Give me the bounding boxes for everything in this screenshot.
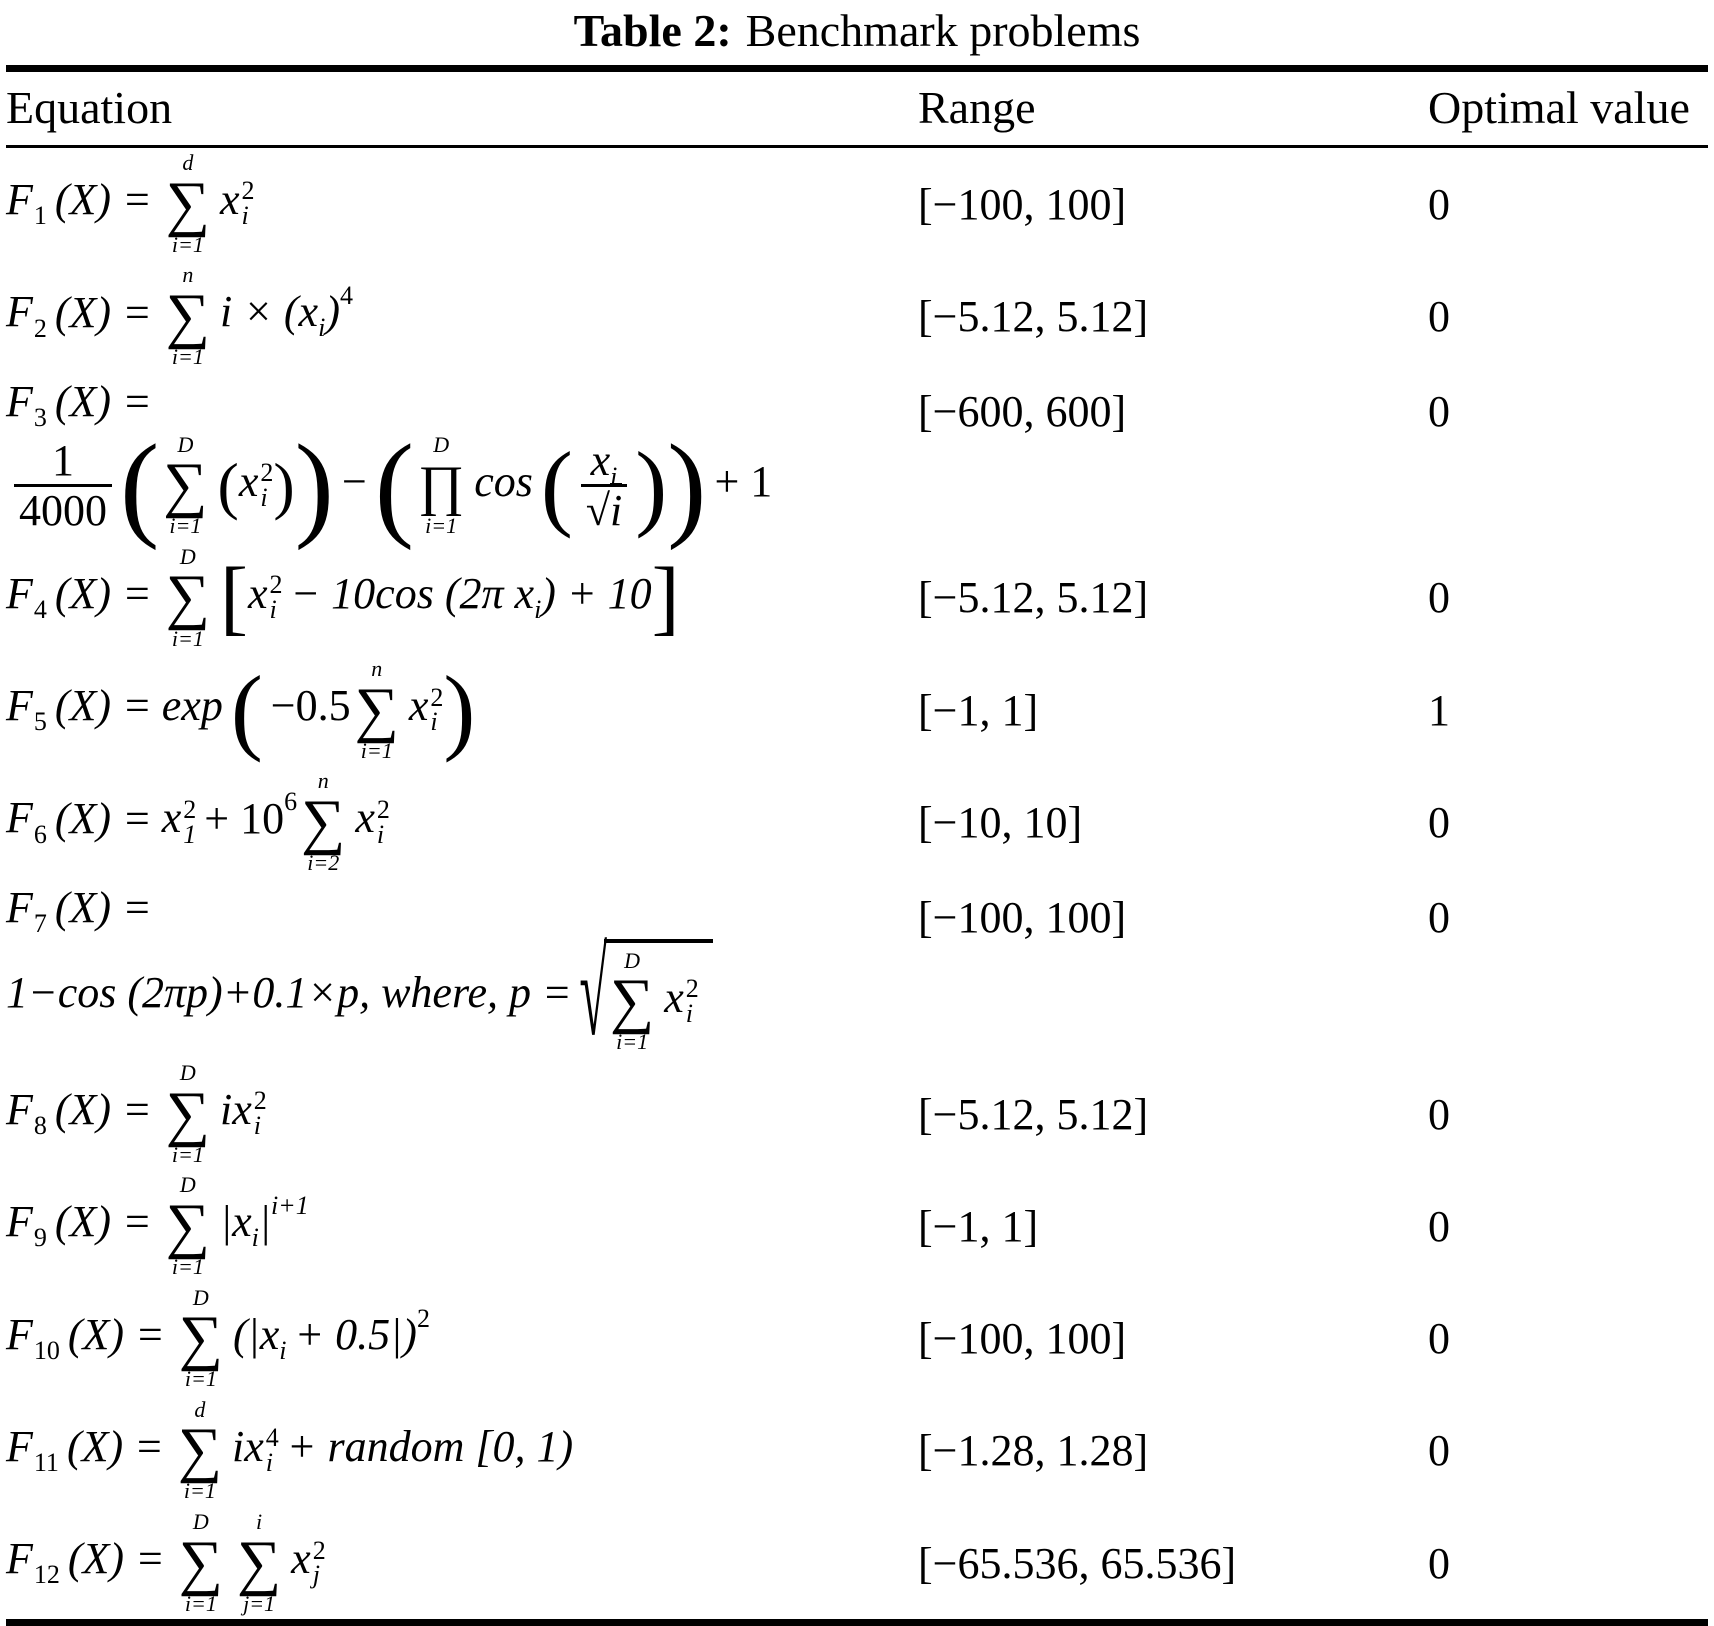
- sum-lower-limit: i=1: [171, 343, 204, 369]
- equation-cell: [6, 376, 918, 551]
- range-cell: [−5.12, 5.12]: [918, 291, 1149, 341]
- function-index: 5: [33, 707, 47, 737]
- function-symbol: F: [6, 569, 33, 619]
- math-token: i: [253, 1111, 261, 1141]
- function-args: (X) =: [54, 175, 152, 225]
- math-token: ix: [232, 1422, 264, 1472]
- math-token: 1−cos (2πp)+0.1×p, where, p =: [6, 967, 572, 1017]
- function-args: (X) =: [54, 1085, 152, 1135]
- sum-upper-limit: n: [371, 656, 383, 682]
- caption-text: Benchmark problems: [745, 5, 1141, 56]
- numerator: [586, 435, 623, 491]
- math-token: j: [312, 1560, 320, 1590]
- summation: [355, 657, 399, 763]
- function-index: 7: [33, 908, 47, 938]
- equation-cell: [6, 1398, 918, 1504]
- optimal-cell: 0: [1428, 179, 1450, 229]
- sum-upper-limit: d: [182, 150, 194, 175]
- sum-lower-limit: i=1: [360, 737, 393, 763]
- optimal-cell: 0: [1428, 1538, 1450, 1588]
- function-index: 4: [33, 595, 47, 625]
- sum-lower-limit: j=1: [243, 1590, 276, 1616]
- sum-upper-limit: D: [192, 1509, 209, 1535]
- function-symbol: F: [6, 882, 33, 932]
- math-token: x: [408, 681, 429, 731]
- range-cell: [−5.12, 5.12]: [918, 573, 1149, 623]
- math-token: |: [258, 1197, 271, 1247]
- exponent: 6: [284, 787, 298, 817]
- range-cell: [−100, 100]: [918, 1314, 1127, 1364]
- math-token: 2: [312, 1535, 326, 1565]
- math-token: x: [291, 1534, 311, 1584]
- sup-sub-stack: [260, 458, 274, 512]
- summation: [237, 1510, 281, 1616]
- math-token: x: [247, 569, 268, 619]
- summation: [166, 1173, 210, 1279]
- sum-lower-limit: i=1: [169, 513, 202, 539]
- caption-label: Table 2:: [573, 5, 732, 56]
- sum-lower-limit: i=1: [616, 1029, 649, 1055]
- function-args: (X) =: [67, 1309, 165, 1359]
- equation-cell: [6, 1286, 918, 1392]
- math-token: i: [265, 1447, 274, 1477]
- math-token: ): [325, 287, 340, 337]
- math-token: i: [318, 313, 326, 343]
- math-token: x: [355, 793, 375, 843]
- sup-sub-stack: [430, 682, 444, 737]
- function-index: 3: [33, 402, 47, 432]
- function-index: 12: [33, 1560, 60, 1590]
- function-symbol: F: [6, 1309, 33, 1359]
- equation-cell: [6, 1061, 918, 1167]
- table-row: [6, 879, 1708, 1062]
- function-index: 1: [33, 201, 47, 231]
- math-token: 2: [376, 794, 390, 824]
- math-token: 2: [253, 1086, 267, 1116]
- radical-symbol: √: [579, 926, 607, 1062]
- exponent: i+1: [270, 1191, 309, 1221]
- optimal-cell: 0: [1428, 892, 1450, 942]
- equation-cell: [6, 263, 918, 369]
- table-row: [6, 148, 1708, 260]
- column-header-range: Range: [918, 82, 1036, 133]
- table-row: [6, 1283, 1708, 1395]
- math-token: 2: [183, 794, 197, 824]
- sum-upper-limit: D: [192, 1284, 209, 1310]
- equation-cell: $F_5$ (X) = exp( −0.5 n ∑ i=1 x 2 i ): [6, 656, 476, 764]
- math-token: ix: [219, 1085, 252, 1135]
- math-token: i: [430, 707, 438, 737]
- range-cell: [−65.536, 65.536]: [918, 1538, 1237, 1588]
- sup-sub-stack: [241, 176, 255, 231]
- math-token: −0.5: [270, 681, 351, 731]
- table-row: [6, 1395, 1708, 1507]
- sigma-symbol: ∑: [178, 1528, 223, 1597]
- optimal-cell: 0: [1428, 1314, 1450, 1364]
- math-token: ) + 10: [541, 569, 652, 619]
- equation-cell: [6, 151, 918, 257]
- function-symbol: F: [6, 1422, 33, 1472]
- math-token: + random [0, 1): [286, 1422, 574, 1472]
- sum-upper-limit: n: [182, 262, 194, 288]
- sum-lower-limit: i=1: [183, 1478, 216, 1504]
- table-row: [6, 260, 1708, 372]
- table-row: [6, 1058, 1708, 1170]
- sigma-symbol: ∑: [236, 1528, 282, 1597]
- math-token: x: [219, 175, 240, 225]
- equation-lhs: [6, 882, 918, 939]
- sigma-symbol: ∑: [165, 169, 210, 238]
- exponent: 4: [339, 281, 353, 311]
- optimal-cell: 0: [1428, 1426, 1450, 1476]
- prod-upper-limit: D: [433, 432, 450, 458]
- denominator: [581, 484, 627, 535]
- math-token: i: [610, 483, 622, 535]
- range-cell: [−5.12, 5.12]: [918, 1089, 1149, 1139]
- sigma-symbol: ∑: [301, 788, 346, 857]
- sigma-symbol: ∑: [165, 281, 210, 350]
- optimal-cell: 0: [1428, 798, 1450, 848]
- sum-lower-limit: i=1: [184, 1366, 217, 1392]
- table-row: [6, 373, 1708, 551]
- sum-lower-limit: i=1: [171, 1253, 204, 1279]
- sigma-symbol: ∑: [610, 967, 655, 1036]
- table-caption: [6, 0, 1708, 65]
- table-row: [6, 766, 1708, 878]
- sup-sub-stack: [253, 1086, 267, 1141]
- summation: [179, 1510, 223, 1616]
- optimal-cell: 0: [1428, 1089, 1450, 1139]
- math-token: x: [161, 793, 182, 843]
- fraction: [581, 437, 627, 535]
- sum-lower-limit: i=1: [171, 1141, 204, 1167]
- exponent: 2: [416, 1303, 430, 1333]
- function-symbol: F: [6, 681, 33, 731]
- cos-token: cos: [474, 456, 533, 506]
- sum-upper-limit: D: [179, 1172, 196, 1198]
- optimal-cell: 0: [1428, 386, 1450, 436]
- table-row: [6, 1170, 1708, 1282]
- equation-cell: [6, 1173, 918, 1279]
- math-token: i: [376, 819, 385, 849]
- sum-upper-limit: D: [179, 1059, 196, 1085]
- function-symbol: F: [6, 175, 33, 225]
- function-args: (X) =: [54, 793, 152, 843]
- function-args: (X) =: [54, 376, 152, 426]
- math-token: x: [590, 435, 611, 485]
- math-token: x: [238, 456, 259, 506]
- sum-lower-limit: i=1: [171, 625, 204, 651]
- exp-token: exp: [161, 681, 223, 731]
- math-token: 2: [241, 176, 255, 206]
- optimal-cell: 0: [1428, 1201, 1450, 1251]
- math-token: 1: [183, 819, 197, 849]
- function-index: 6: [33, 819, 47, 849]
- math-token: (|x: [232, 1309, 280, 1359]
- summation: [166, 545, 210, 651]
- math-token: 2: [260, 458, 274, 488]
- sum-upper-limit: D: [624, 947, 641, 973]
- function-args: (X) =: [54, 569, 152, 619]
- math-token: − 10cos (2π x: [290, 569, 535, 619]
- function-args: (X) =: [54, 1197, 152, 1247]
- function-index: 11: [33, 1448, 59, 1478]
- range-cell: [−1, 1]: [918, 1201, 1039, 1251]
- function-index: 8: [33, 1111, 47, 1141]
- summation: [301, 769, 345, 875]
- sum-upper-limit: d: [194, 1396, 206, 1422]
- math-token: i: [260, 482, 268, 512]
- math-token: i: [241, 201, 249, 231]
- range-cell: [−1, 1]: [918, 685, 1039, 735]
- sum-upper-limit: i: [256, 1509, 263, 1535]
- function-args: (X) =: [54, 882, 152, 932]
- math-token: i: [534, 595, 542, 625]
- sum-upper-limit: D: [179, 543, 196, 569]
- function-symbol: F: [6, 1085, 33, 1135]
- range-cell: [−100, 100]: [918, 179, 1127, 229]
- math-token: 2: [685, 974, 699, 1004]
- math-token: + 0.5|): [294, 1309, 417, 1359]
- equation-cell: [6, 769, 918, 875]
- sigma-symbol: ∑: [165, 1079, 210, 1148]
- sup-sub-stack: [685, 974, 699, 1028]
- sup-sub-stack: [265, 1423, 279, 1477]
- header-row: [6, 72, 1708, 145]
- sigma-symbol: ∑: [177, 1416, 223, 1485]
- prod-lower-limit: i=1: [425, 512, 458, 538]
- sum-lower-limit: i=1: [184, 1590, 217, 1616]
- square-root: [579, 926, 713, 1062]
- math-token: i: [269, 594, 277, 624]
- function-index: 10: [33, 1335, 60, 1365]
- function-index: 2: [33, 313, 47, 343]
- sigma-symbol: ∑: [165, 1191, 210, 1260]
- function-symbol: F: [6, 1534, 33, 1584]
- math-token: x: [664, 972, 684, 1022]
- function-args: (X) =: [66, 1422, 164, 1472]
- equation-cell: [6, 1510, 918, 1616]
- sum-lower-limit: i=1: [171, 231, 204, 257]
- function-args: (X) =: [54, 681, 152, 731]
- range-cell: [−100, 100]: [918, 892, 1127, 942]
- radicand: [604, 939, 713, 1055]
- sigma-symbol: ∑: [165, 563, 210, 632]
- sup-sub-stack: [376, 794, 390, 849]
- function-symbol: F: [6, 1197, 33, 1247]
- sigma-symbol: ∑: [354, 675, 399, 744]
- function-symbol: F: [6, 287, 33, 337]
- math-token: 4: [265, 1423, 279, 1453]
- equation-cell: $F_4$ (X) = D ∑ i=1 [x 2 i − 10cos (2π $x_i) + 10$]: [6, 543, 680, 651]
- function-args: (X) =: [67, 1534, 165, 1584]
- optimal-cell: 1: [1428, 685, 1450, 735]
- summation: [166, 151, 210, 257]
- range-cell: [−1.28, 1.28]: [918, 1426, 1149, 1476]
- math-token: i: [251, 1223, 259, 1253]
- summation: [166, 1061, 210, 1167]
- math-token: + 1: [714, 456, 773, 506]
- fraction: [14, 437, 112, 535]
- column-header-optimal: Optimal value: [1428, 82, 1690, 133]
- function-index: 9: [33, 1223, 47, 1253]
- sup-sub-stack: [312, 1535, 326, 1590]
- sum-lower-limit: i=2: [307, 850, 340, 876]
- radical-symbol: √: [585, 486, 610, 536]
- sum-upper-limit: D: [177, 431, 194, 457]
- product: [418, 433, 464, 538]
- optimal-cell: 0: [1428, 573, 1450, 623]
- range-cell: [−10, 10]: [918, 798, 1083, 848]
- math-token: + 10: [204, 793, 285, 843]
- math-token: 2: [430, 682, 444, 712]
- summation: [178, 1398, 222, 1504]
- table-row: [6, 542, 1708, 654]
- table-row: [6, 654, 1708, 766]
- optimal-cell: 0: [1428, 291, 1450, 341]
- range-cell: [−600, 600]: [918, 386, 1127, 436]
- pi-product-symbol: ∏: [418, 454, 465, 517]
- math-token: i: [685, 998, 693, 1028]
- sigma-symbol: ∑: [178, 1304, 223, 1373]
- summation: [610, 949, 654, 1055]
- sigma-symbol: ∑: [163, 451, 208, 520]
- top-rule: [6, 65, 1708, 72]
- sup-sub-stack: [269, 570, 283, 624]
- math-token: i: [610, 461, 618, 491]
- function-args: (X) =: [54, 287, 152, 337]
- minus-operator: −: [341, 456, 367, 506]
- summation: [179, 1286, 223, 1392]
- table-row: [6, 1507, 1708, 1619]
- summation: [166, 263, 210, 369]
- bottom-rule: [6, 1619, 1708, 1626]
- equation-cell: [6, 882, 918, 1062]
- math-token: i: [279, 1335, 287, 1365]
- column-header-equation: Equation: [6, 82, 173, 133]
- sup-sub-stack: [183, 794, 197, 849]
- summation: [163, 433, 207, 539]
- equation-body: $\frac{1}{4000}$ ( D ∑ i=1 (x 2 i )) −( D ∏ i=1 cos( $\frac{x_i}{√i}$ )) + 1: [6, 433, 918, 539]
- function-symbol: F: [6, 793, 33, 843]
- numerator: 1: [52, 435, 74, 485]
- math-token: |x: [219, 1197, 252, 1247]
- equation-body: [6, 926, 918, 1062]
- function-symbol: F: [6, 376, 33, 426]
- sum-upper-limit: n: [317, 768, 329, 794]
- denominator: 4000: [14, 484, 112, 535]
- math-token: 2: [269, 570, 283, 600]
- math-token: i × (x: [219, 287, 319, 337]
